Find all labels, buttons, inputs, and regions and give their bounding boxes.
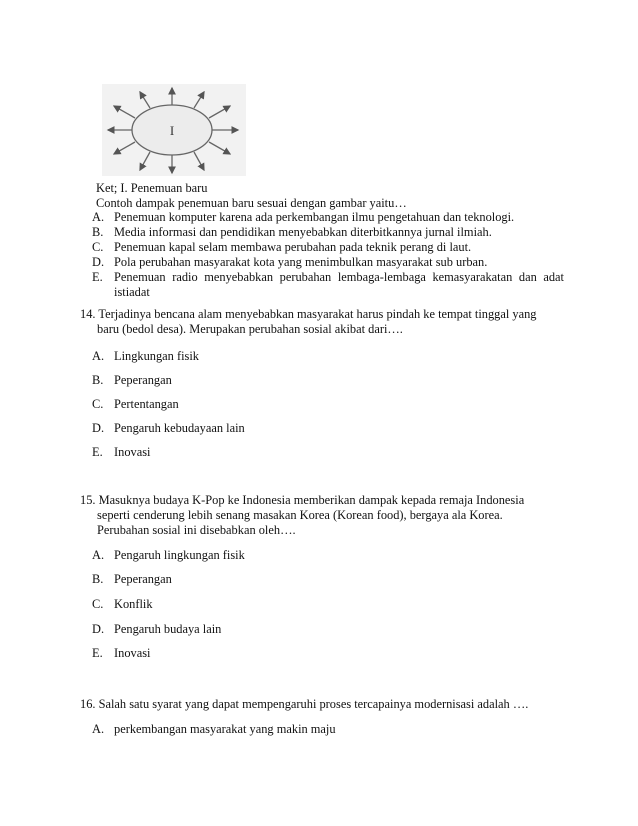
q15-option-c: C. Konflik [92, 597, 153, 611]
q13-ket: Ket; I. Penemuan baru [96, 181, 208, 195]
diagram-center-label: I [169, 123, 175, 138]
q14-question: 14. Terjadinya bencana alam menyebabkan masyarakat harus pindah ke tempat tinggal yang [80, 307, 537, 321]
q16-option-a: A. perkembangan masyarakat yang makin maju [92, 722, 336, 736]
q13-option-c: C. Penemuan kapal selam membawa perubahan pada teknik perang di laut. [92, 240, 472, 254]
q14-option-b: B. Peperangan [92, 373, 172, 387]
penemuan-baru-diagram [102, 84, 246, 176]
q15-option-e: E. Inovasi [92, 646, 151, 660]
q15-option-a: A. Pengaruh lingkungan fisik [92, 548, 245, 562]
q15-option-d: D. Pengaruh budaya lain [92, 622, 222, 636]
radiating-arrows-diagram [102, 84, 246, 176]
q13-option-e-cont: istiadat [114, 285, 150, 299]
q14-option-d: D. Pengaruh kebudayaan lain [92, 421, 245, 435]
q13-option-a: A. Penemuan komputer karena ada perkembangan ilmu pengetahuan dan teknologi. [92, 210, 515, 224]
q13-option-b: B. Media informasi dan pendidikan menyebabkan diterbitkannya jurnal ilmiah. [92, 225, 492, 239]
q15-option-b: B. Peperangan [92, 572, 172, 586]
q16-question: 16. Salah satu syarat yang dapat mempengaruhi proses tercapainya modernisasi adalah …. [80, 697, 529, 711]
q13-prompt: Contoh dampak penemuan baru sesuai dengan gambar yaitu… [96, 196, 407, 210]
q13-option-e: E. Penemuan radio menyebabkan perubahan lembaga-lembaga kemasyarakatan dan adat [92, 270, 564, 284]
q14-question-cont: baru (bedol desa). Merupakan perubahan sosial akibat dari…. [97, 322, 403, 336]
q13-option-d: D. Pola perubahan masyarakat kota yang menimbulkan masyarakat sub urban. [92, 255, 488, 269]
q14-option-e: E. Inovasi [92, 445, 151, 459]
q15-question-cont-1: seperti cenderung lebih senang masakan Korea (Korean food), bergaya ala Korea. [97, 508, 503, 522]
q14-option-c: C. Pertentangan [92, 397, 179, 411]
q15-question: 15. Masuknya budaya K-Pop ke Indonesia memberikan dampak kepada remaja Indonesia [80, 493, 525, 507]
q15-question-cont-2: Perubahan sosial ini disebabkan oleh…. [97, 523, 296, 537]
q14-option-a: A. Lingkungan fisik [92, 349, 200, 363]
